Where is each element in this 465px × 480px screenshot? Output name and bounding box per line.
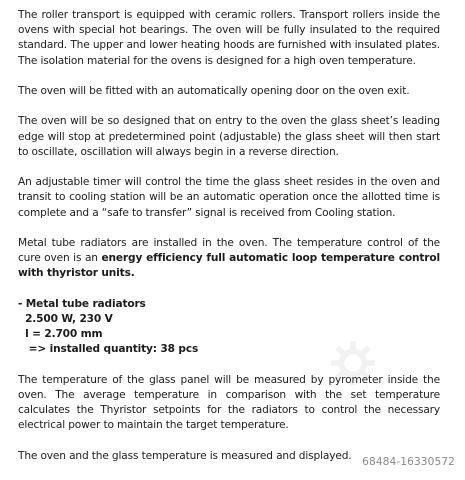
spec-quantity-value: 38 pcs xyxy=(156,343,199,356)
paragraph-roller-transport: The roller transport is equipped with ceramic rollers. Transport rollers inside the ovens with special hot bearings. The oven will be fully insulated to the required standard. The upper and lower heating hoods are furnished with insulated plates. The isolation material for the ovens is designed for a high oven temperature. xyxy=(18,9,440,67)
radiators-bold-text: energy efficiency full automatic loop temperature control with thyristor units. xyxy=(18,252,440,280)
spec-title: - Metal tube radiators xyxy=(18,297,146,310)
paragraph-oscillation: The oven will be so designed that on entry to the oven the glass sheet’s leading edge will stop at predetermined point (adjustable) the glass sheet will then start to oscillate, oscillation will always begin in a reverse direction. xyxy=(18,115,440,158)
document-body xyxy=(18,8,440,479)
paragraph-timer: An adjustable timer will control the time the glass sheet resides in the oven and transit to cooling station will be an automatic operation once the allotted time is complete and a “safe to transfer” signal is received from Cooling station. xyxy=(18,176,440,219)
paragraph-pyrometer: The temperature of the glass panel will be measured by pyrometer inside the oven. The average temperature in comparison with the set temperature calculates the Thyristor setpoints for the radiators to control the necessary electrical power to maintain the target temperature. xyxy=(18,373,440,432)
paragraph-display: The oven and the glass temperature is measured and displayed. xyxy=(18,449,352,462)
paragraph-radiators xyxy=(18,236,440,282)
spec-length: l = 2.700 mm xyxy=(18,328,103,341)
gear-icon xyxy=(330,340,376,386)
spec-quantity xyxy=(18,342,440,357)
radiators-text: Metal tube radiators are installed in the oven. The temperature control of the cure oven is an xyxy=(18,236,440,265)
radiator-spec-block xyxy=(18,297,440,358)
spec-power: 2.500 W, 230 V xyxy=(18,312,113,325)
reference-number: 68484-16330572 xyxy=(362,456,455,468)
spec-quantity-label: => installed quantity: xyxy=(18,343,157,356)
paragraph-oven-door: The oven will be fitted with an automatically opening door on the oven exit. xyxy=(18,85,410,97)
